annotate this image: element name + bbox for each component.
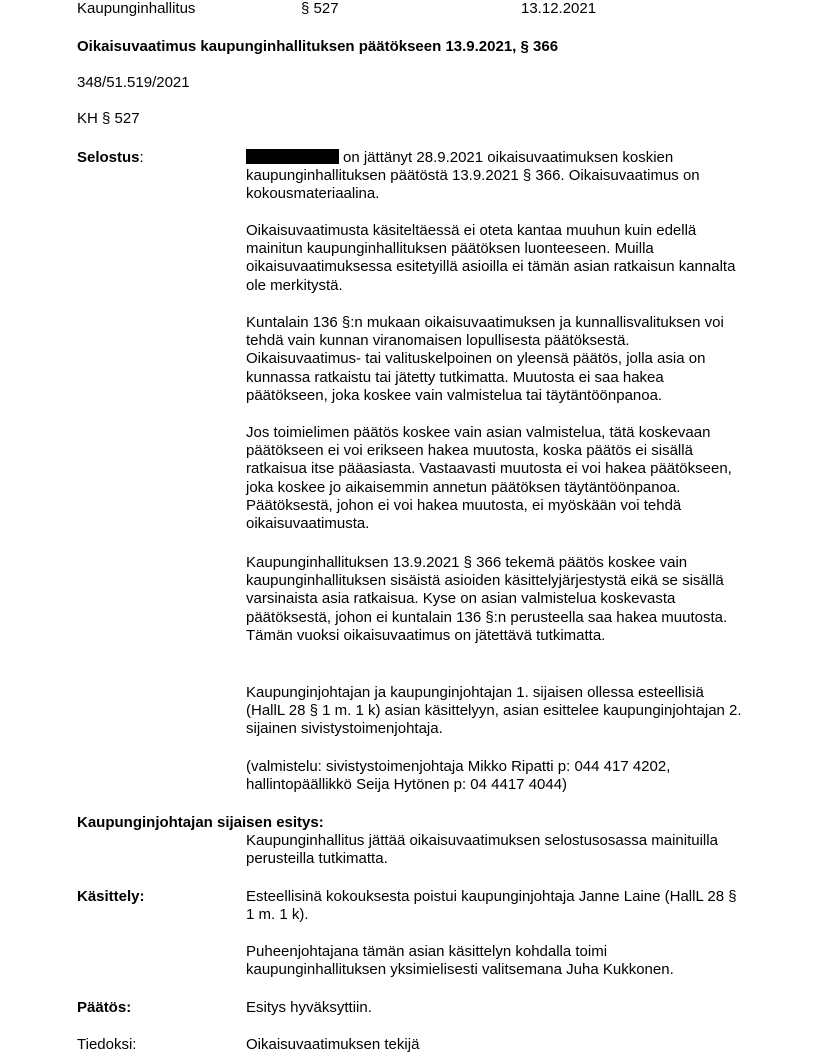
kh-reference: KH § 527: [77, 110, 140, 127]
selostus-paragraph-2: Oikaisuvaatimusta käsiteltäessä ei oteta kantaa muuhun kuin edellä mainitun kaupunginhallituksen päätöksen luonteeseen. Muilla oikaisuvaatimuksessa esitetyillä asioilla ei tämän asian ratkaisun kannalta ole merkitystä.: [246, 222, 736, 294]
selostus-paragraph-1-text: on jättänyt 28.9.2021 oikaisuvaatimuksen koskien kaupunginhallituksen päätöstä 13.9.2021 § 366. Oikaisuvaatimus on kokousmateriaalina.: [246, 149, 700, 203]
redacted-name: [246, 149, 339, 164]
selostus-label: [77, 149, 144, 166]
selostus-paragraph-1: [246, 149, 746, 204]
esitys-label: Kaupunginjohtajan sijaisen esitys:: [77, 814, 324, 831]
selostus-paragraph-6: Kaupunginjohtajan ja kaupunginjohtajan 1. sijaisen ollessa esteellisiä (HallL 28 § 1 m. 1 k) asian käsittelyyn, asian esittelee kaupunginjohtajan 2. sijainen sivistystoimenjohtaja.: [246, 684, 742, 738]
selostus-paragraph-5: Kaupunginhallituksen 13.9.2021 § 366 tekemä päätös koskee vain kaupunginhallituksen sisäistä asioiden käsittelyjärjestystä eikä se sisällä varsinaista asia ratkaisua. Kyse on asian valmistelua koskevasta päätöksestä, johon ei kuntalain 136 §:n perusteella saa hakea muutosta. Tämän vuoksi oikaisuvaatimus on jätettävä tutkimatta.: [246, 554, 728, 644]
tiedoksi-text: Oikaisuvaatimuksen tekijä: [246, 1036, 420, 1053]
reference-number: 348/51.519/2021: [77, 74, 190, 91]
selostus-paragraph-3: Kuntalain 136 §:n mukaan oikaisuvaatimuksen ja kunnallisvalituksen voi tehdä vain kunnan viranomaisen lopullisesta päätöksestä. Oikaisuvaatimus- tai valituskelpoinen on yleensä päätös, jolla asia on kunnassa ratkaistu tai jätetty tutkimatta. Muutosta ei saa hakea päätökseen, joka koskee vain valmistelua tai täytäntöönpanoa.: [246, 314, 724, 404]
tiedoksi-label: Tiedoksi:: [77, 1036, 137, 1053]
paatos-label: Päätös:: [77, 999, 132, 1016]
kasittely-label: Käsittely:: [77, 888, 145, 905]
header-section: § 527: [301, 0, 339, 17]
header-date: 13.12.2021: [521, 0, 597, 17]
esitys-text: Kaupunginhallitus jättää oikaisuvaatimuksen selostusosassa mainituilla perusteilla tutkimatta.: [246, 832, 718, 868]
kasittely-paragraph-2: Puheenjohtajana tämän asian käsittelyn kohdalla toimi kaupunginhallituksen yksimielisesti valitsemana Juha Kukkonen.: [246, 943, 674, 979]
header-body: Kaupunginhallitus: [77, 0, 196, 17]
selostus-paragraph-4: Jos toimielimen päätös koskee vain asian valmistelua, tätä koskevaan päätökseen ei voi erikseen hakea muutosta, koska päätös ei sisällä ratkaisua itse pääasiasta. Vastaavasti muutosta ei voi hakea päätökseen, joka koskee jo aikaisemmin annetun päätöksen täytäntöönpanoa. Päätöksestä, johon ei voi hakea muutosta, ei myöskään voi tehdä oikaisuvaatimusta.: [246, 424, 732, 533]
document-title: Oikaisuvaatimus kaupunginhallituksen päätökseen 13.9.2021, § 366: [77, 38, 559, 55]
kasittely-paragraph-1: Esteellisinä kokouksesta poistui kaupunginjohtaja Janne Laine (HallL 28 § 1 m. 1 k).: [246, 888, 737, 924]
selostus-paragraph-7: (valmistelu: sivistystoimenjohtaja Mikko Ripatti p: 044 417 4202, hallintopäällikkö Seija Hytönen p: 04 4417 4044): [246, 758, 671, 794]
selostus-label-colon: :: [139, 149, 144, 166]
paatos-text: Esitys hyväksyttiin.: [246, 999, 372, 1016]
selostus-label-text: Selostus: [77, 149, 140, 166]
